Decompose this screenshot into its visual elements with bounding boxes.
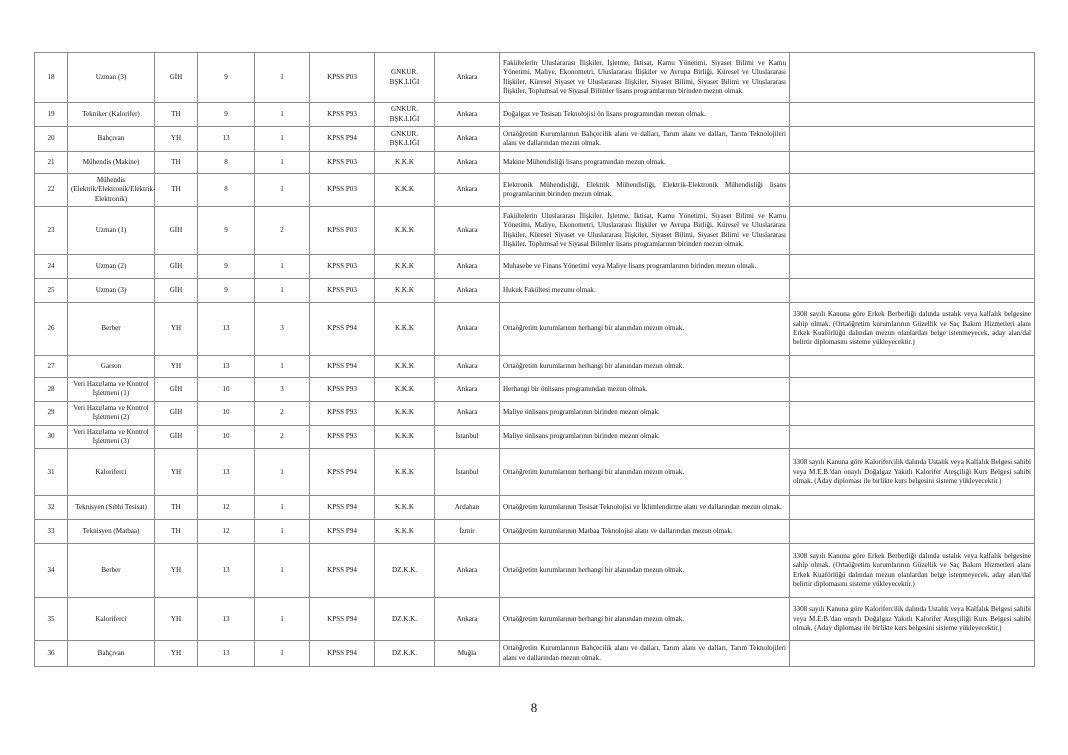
cell-unvan: Mühendis (Elektrik/Elektronik/Elektrik-Elektronik): [68, 174, 155, 207]
cell-sinif: GİH: [155, 378, 198, 402]
cell-il: Ankara: [435, 127, 500, 152]
cell-ogrenim-durumu: Ortaöğretim kurumlarının herhangi bir alanından mezun olmak.: [500, 449, 790, 496]
cell-il: Ankara: [435, 279, 500, 303]
cell-aciklama: [790, 401, 1035, 425]
cell-sira-no: 18: [35, 53, 68, 103]
cell-aciklama: [790, 641, 1035, 667]
cell-kurum: [375, 152, 435, 174]
institution-line: BŞK.LIĞI: [389, 77, 420, 86]
cell-aciklama: [790, 378, 1035, 402]
cell-kpss-puan-turu: KPSS P94: [310, 303, 375, 356]
cell-unvan: Uzman (3): [68, 279, 155, 303]
cell-sinif: TH: [155, 174, 198, 207]
cell-sinif: GİH: [155, 401, 198, 425]
table-row: [35, 449, 1035, 496]
cell-derece: 9: [198, 207, 255, 255]
cell-ogrenim-durumu: Ortaöğretim Kurumlarının Bahçecilik alanı ve dalları, Tarım alanı ve dalları, Tarım Teknolojileri alanı ve dallarından mezun olmak.: [500, 641, 790, 667]
cell-aciklama: [790, 356, 1035, 378]
cell-kurum: [375, 53, 435, 103]
cell-derece: 13: [198, 598, 255, 641]
institution-line: BŞK.LIĞI: [389, 114, 420, 123]
cell-kpss-puan-turu: KPSS P93: [310, 425, 375, 449]
cell-kurum: [375, 103, 435, 127]
cell-adet: 1: [255, 496, 310, 520]
cell-derece: 13: [198, 127, 255, 152]
cell-aciklama: 3308 sayılı Kanuna göre Erkek Berberliği dalında ustalık veya kalfalık belgesine sahip olmak. (Ortaöğretim kurumlarının Güzellik ve Saç Bakım Hizmetleri alanı Erkek Kuaförlüğü dalından mezun olanlardan belge istenmeyecek, aday alan/dal belirtir diplomasını sisteme yükleyecektir.): [790, 544, 1035, 598]
cell-il: Ankara: [435, 401, 500, 425]
cell-kurum: [375, 356, 435, 378]
cell-derece: 9: [198, 255, 255, 279]
cell-kpss-puan-turu: KPSS P94: [310, 496, 375, 520]
table-row: [35, 378, 1035, 402]
cell-sira-no: 27: [35, 356, 68, 378]
cell-aciklama: [790, 425, 1035, 449]
cell-il: Ardahan: [435, 496, 500, 520]
cell-ogrenim-durumu: Maliye önlisans programlarının birinden mezun olmak.: [500, 425, 790, 449]
cell-kurum: [375, 303, 435, 356]
cell-ogrenim-durumu: Muhasebe ve Finans Yönetimi veya Maliye lisans programlarının birinden mezun olmak.: [500, 255, 790, 279]
cell-derece: 10: [198, 378, 255, 402]
table-row: [35, 152, 1035, 174]
table-row: [35, 103, 1035, 127]
cell-unvan: Tekniker (Kalorifer): [68, 103, 155, 127]
cell-kpss-puan-turu: KPSS P93: [310, 401, 375, 425]
cell-derece: 12: [198, 520, 255, 544]
table-row: [35, 207, 1035, 255]
cell-aciklama: [790, 496, 1035, 520]
cell-kpss-puan-turu: KPSS P03: [310, 279, 375, 303]
institution-line: DZ.K.K.: [391, 649, 418, 658]
cell-il: Ankara: [435, 207, 500, 255]
cell-unvan: Uzman (3): [68, 53, 155, 103]
cell-unvan: Bahçıvan: [68, 641, 155, 667]
cell-adet: 1: [255, 174, 310, 207]
cell-kpss-puan-turu: KPSS P94: [310, 356, 375, 378]
cell-il: Ankara: [435, 544, 500, 598]
cell-derece: 9: [198, 279, 255, 303]
cell-sira-no: 23: [35, 207, 68, 255]
cell-aciklama: [790, 127, 1035, 152]
cell-ogrenim-durumu: Hukuk Fakültesi mezunu olmak.: [500, 279, 790, 303]
cell-sira-no: 20: [35, 127, 68, 152]
cell-kurum: [375, 279, 435, 303]
cell-il: Ankara: [435, 598, 500, 641]
institution-line: GNKUR.: [391, 68, 418, 77]
cell-derece: 9: [198, 53, 255, 103]
cell-il: Ankara: [435, 356, 500, 378]
cell-sinif: YH: [155, 356, 198, 378]
institution-line: K.K.K: [395, 527, 414, 536]
institution-line: K.K.K: [395, 225, 414, 234]
table-row: [35, 425, 1035, 449]
table-row: [35, 598, 1035, 641]
cell-il: Ankara: [435, 303, 500, 356]
institution-line: K.K.K: [395, 432, 414, 441]
cell-kpss-puan-turu: KPSS P03: [310, 174, 375, 207]
cell-sira-no: 34: [35, 544, 68, 598]
page-number: 8: [530, 700, 538, 715]
cell-unvan: Bahçıvan: [68, 127, 155, 152]
cell-sinif: TH: [155, 496, 198, 520]
table-row: [35, 544, 1035, 598]
cell-aciklama: [790, 103, 1035, 127]
cell-sinif: YH: [155, 641, 198, 667]
cell-il: Ankara: [435, 103, 500, 127]
cell-kurum: [375, 520, 435, 544]
cell-adet: 1: [255, 255, 310, 279]
cell-kpss-puan-turu: KPSS P93: [310, 378, 375, 402]
cell-derece: 13: [198, 449, 255, 496]
cell-il: Muğla: [435, 641, 500, 667]
cell-kpss-puan-turu: KPSS P03: [310, 207, 375, 255]
cell-adet: 2: [255, 401, 310, 425]
cell-kurum: [375, 401, 435, 425]
cell-unvan: Veri Hazırlama ve Kontrol İşletmeni (3): [68, 425, 155, 449]
cell-sinif: GİH: [155, 425, 198, 449]
cell-kurum: [375, 207, 435, 255]
cell-adet: 2: [255, 207, 310, 255]
cell-adet: 1: [255, 152, 310, 174]
recruitment-listing-body: [35, 53, 1035, 667]
cell-kurum: [375, 127, 435, 152]
cell-derece: 10: [198, 401, 255, 425]
table-row: [35, 303, 1035, 356]
institution-line: K.K.K: [395, 384, 414, 393]
cell-derece: 8: [198, 174, 255, 207]
cell-sira-no: 33: [35, 520, 68, 544]
cell-kpss-puan-turu: KPSS P03: [310, 53, 375, 103]
cell-derece: 8: [198, 152, 255, 174]
cell-sinif: YH: [155, 544, 198, 598]
cell-derece: 10: [198, 425, 255, 449]
cell-ogrenim-durumu: Elektronik Mühendisliği, Elektrik Mühendisliği, Elektrik-Elektronik Mühendisliği lisans programlarının birinden mezun olmak.: [500, 174, 790, 207]
cell-aciklama: [790, 520, 1035, 544]
cell-sira-no: 35: [35, 598, 68, 641]
cell-adet: 2: [255, 425, 310, 449]
cell-kurum: [375, 449, 435, 496]
cell-il: Ankara: [435, 255, 500, 279]
cell-kpss-puan-turu: KPSS P93: [310, 103, 375, 127]
cell-kpss-puan-turu: KPSS P94: [310, 520, 375, 544]
institution-line: K.K.K: [395, 261, 414, 270]
table-row: [35, 53, 1035, 103]
cell-unvan: Berber: [68, 544, 155, 598]
table-row: [35, 496, 1035, 520]
recruitment-listing-table: [34, 52, 1035, 667]
institution-line: BŞK.LIĞI: [389, 139, 420, 147]
institution-line: K.K.K: [395, 157, 414, 166]
institution-line: K.K.K: [395, 503, 414, 512]
cell-ogrenim-durumu: Herhangi bir önlisans programından mezun olmak.: [500, 378, 790, 402]
cell-sira-no: 22: [35, 174, 68, 207]
cell-il: İstanbul: [435, 449, 500, 496]
cell-adet: 1: [255, 449, 310, 496]
cell-il: İstanbul: [435, 425, 500, 449]
cell-adet: 1: [255, 598, 310, 641]
cell-ogrenim-durumu: Fakültelerin Uluslararası İlişkiler, İşletme, İktisat, Kamu Yönetimi, Siyaset Bilimi ve Kamu Yönetimi, Maliye, Ekonometri, Uluslararası İlişkiler ve Avrupa Birliği, Küresel ve Uluslararası İlişkiler, Küresel Siyaset ve Uluslararası İlişkiler, Siyaset Bilimi, Siyaset Bilimi ve Uluslararası İlişkiler, Toplumsal ve Siyasal Bilimler lisans programlarının birinden mezun olmak.: [500, 53, 790, 103]
institution-line: K.K.K: [395, 285, 414, 294]
cell-sira-no: 32: [35, 496, 68, 520]
cell-derece: 13: [198, 356, 255, 378]
cell-adet: 1: [255, 356, 310, 378]
cell-sira-no: 25: [35, 279, 68, 303]
cell-adet: 1: [255, 103, 310, 127]
cell-kurum: [375, 544, 435, 598]
cell-sira-no: 31: [35, 449, 68, 496]
cell-unvan: Garson: [68, 356, 155, 378]
cell-kurum: [375, 496, 435, 520]
cell-sira-no: 19: [35, 103, 68, 127]
cell-ogrenim-durumu: Makine Mühendisliği lisans programından mezun olmak.: [500, 152, 790, 174]
cell-ogrenim-durumu: Ortaöğretim kurumlarının herhangi bir alanından mezun olmak.: [500, 598, 790, 641]
cell-adet: 1: [255, 127, 310, 152]
cell-adet: 3: [255, 303, 310, 356]
cell-adet: 1: [255, 641, 310, 667]
cell-sinif: GİH: [155, 207, 198, 255]
cell-unvan: Veri Hazırlama ve Kontrol İşletmeni (1): [68, 378, 155, 402]
cell-sira-no: 21: [35, 152, 68, 174]
cell-derece: 13: [198, 303, 255, 356]
cell-adet: 1: [255, 53, 310, 103]
cell-kurum: [375, 641, 435, 667]
cell-kpss-puan-turu: KPSS P94: [310, 641, 375, 667]
cell-sinif: TH: [155, 152, 198, 174]
cell-unvan: Teknisyen (Matbaa): [68, 520, 155, 544]
table-row: [35, 401, 1035, 425]
cell-unvan: Kaloriferci: [68, 449, 155, 496]
cell-ogrenim-durumu: Ortaöğretim kurumlarının herhangi bir alanından mezun olmak.: [500, 303, 790, 356]
table-row: [35, 279, 1035, 303]
cell-aciklama: [790, 207, 1035, 255]
cell-il: İzmir: [435, 520, 500, 544]
cell-sira-no: 29: [35, 401, 68, 425]
cell-unvan: Veri Hazırlama ve Kontrol İşletmeni (2): [68, 401, 155, 425]
cell-kpss-puan-turu: KPSS P94: [310, 544, 375, 598]
cell-unvan: Uzman (2): [68, 255, 155, 279]
cell-kpss-puan-turu: KPSS P03: [310, 255, 375, 279]
table-row: [35, 520, 1035, 544]
cell-kurum: [375, 425, 435, 449]
cell-ogrenim-durumu: Maliye önlisans programlarının birinden mezun olmak.: [500, 401, 790, 425]
institution-line: K.K.K: [395, 408, 414, 417]
cell-sinif: YH: [155, 303, 198, 356]
cell-aciklama: [790, 255, 1035, 279]
cell-sira-no: 30: [35, 425, 68, 449]
cell-sira-no: 28: [35, 378, 68, 402]
cell-adet: 1: [255, 520, 310, 544]
cell-sinif: YH: [155, 598, 198, 641]
table-row: [35, 174, 1035, 207]
cell-ogrenim-durumu: Ortaöğretim kurumlarının herhangi bir alanından mezun olmak.: [500, 356, 790, 378]
cell-adet: 1: [255, 279, 310, 303]
cell-aciklama: [790, 53, 1035, 103]
cell-derece: 12: [198, 496, 255, 520]
cell-unvan: Mühendis (Makine): [68, 152, 155, 174]
table-row: [35, 356, 1035, 378]
cell-ogrenim-durumu: Ortaöğretim Kurumlarının Bahçecilik alanı ve dalları, Tarım alanı ve dalları, Tarım Teknolojileri alanı ve dallarından mezun olmak.: [500, 127, 790, 152]
cell-sinif: TH: [155, 520, 198, 544]
cell-aciklama: 3308 sayılı Kanuna göre Kalorifercilik dalında Ustalık veya Kalfalık Belgesi sahibi veya M.E.B.'dan onaylı Doğalgaz Yakıtlı Kalorifer Ateşçiliği Kurs Belgesi sahibi olmak. (Aday diploması ile birlikte kurs belgesini sisteme yükleyecektir.): [790, 449, 1035, 496]
cell-derece: 13: [198, 544, 255, 598]
institution-line: GNKUR.: [391, 105, 418, 114]
institution-line: DZ.K.K.: [391, 566, 418, 575]
institution-line: K.K.K: [395, 467, 414, 476]
cell-ogrenim-durumu: Ortaöğretim kurumlarının Matbaa Teknolojisi alanı ve dallarından mezun olmak.: [500, 520, 790, 544]
cell-kpss-puan-turu: KPSS P94: [310, 449, 375, 496]
cell-sinif: GİH: [155, 255, 198, 279]
cell-kpss-puan-turu: KPSS P94: [310, 598, 375, 641]
cell-unvan: Berber: [68, 303, 155, 356]
cell-ogrenim-durumu: Fakültelerin Uluslararası İlişkiler, İşletme, İktisat, Kamu Yönetimi, Siyaset Bilimi ve Kamu Yönetimi, Maliye, Ekonometri, Uluslararası İlişkiler ve Avrupa Birliği, Küresel ve Uluslararası İlişkiler, Küresel Siyaset ve Uluslararası İlişkiler, Siyaset Bilimi, Siyaset Bilimi ve Uluslararası İlişkiler, Toplumsal ve Siyasal Bilimler lisans programlarının birinden mezun olmak.: [500, 207, 790, 255]
cell-ogrenim-durumu: Ortaöğretim kurumlarının Tesisat Teknolojisi ve İklimlendirme alanı ve dallarından mezun olmak.: [500, 496, 790, 520]
cell-kpss-puan-turu: KPSS P94: [310, 127, 375, 152]
cell-kurum: [375, 255, 435, 279]
recruitment-listing-table-wrapper: [34, 52, 1034, 667]
cell-derece: 13: [198, 641, 255, 667]
cell-sinif: YH: [155, 449, 198, 496]
table-row: [35, 255, 1035, 279]
institution-line: K.K.K: [395, 324, 414, 333]
table-row: [35, 127, 1035, 152]
cell-adet: 3: [255, 378, 310, 402]
institution-line: K.K.K: [395, 185, 414, 194]
cell-sinif: YH: [155, 127, 198, 152]
cell-sinif: GİH: [155, 279, 198, 303]
cell-aciklama: [790, 174, 1035, 207]
institution-line: DZ.K.K.: [391, 614, 418, 623]
cell-sinif: GİH: [155, 53, 198, 103]
cell-aciklama: [790, 152, 1035, 174]
cell-ogrenim-durumu: Doğalgaz ve Tesisatı Teknolojisi ön lisans programından mezun olmak.: [500, 103, 790, 127]
cell-il: Ankara: [435, 174, 500, 207]
cell-il: Ankara: [435, 378, 500, 402]
cell-kpss-puan-turu: KPSS P03: [310, 152, 375, 174]
institution-line: GNKUR.: [391, 129, 418, 138]
cell-sira-no: 24: [35, 255, 68, 279]
cell-aciklama: 3308 sayılı Kanuna göre Kalorifercilik dalında Ustalık veya Kalfalık Belgesi sahibi veya M.E.B.'dan onaylı Doğalgaz Yakıtlı Kalorifer Ateşçiliği Kurs Belgesi sahibi olmak. (Aday diploması ile birlikte kurs belgesini sisteme yükleyecektir.): [790, 598, 1035, 641]
cell-adet: 1: [255, 544, 310, 598]
institution-line: K.K.K: [395, 361, 414, 370]
cell-sira-no: 36: [35, 641, 68, 667]
cell-sinif: TH: [155, 103, 198, 127]
cell-unvan: Uzman (1): [68, 207, 155, 255]
cell-unvan: Teknisyen (Sıhhi Tesisat): [68, 496, 155, 520]
table-row: [35, 641, 1035, 667]
cell-kurum: [375, 378, 435, 402]
cell-sira-no: 26: [35, 303, 68, 356]
cell-kurum: [375, 174, 435, 207]
cell-derece: 9: [198, 103, 255, 127]
cell-aciklama: [790, 279, 1035, 303]
cell-unvan: Kaloriferci: [68, 598, 155, 641]
cell-il: Ankara: [435, 152, 500, 174]
cell-il: Ankara: [435, 53, 500, 103]
cell-aciklama: 3308 sayılı Kanuna göre Erkek Berberliği dalında ustalık veya kalfalık belgesine sahip olmak. (Ortaöğretim kurumlarının Güzellik ve Saç Bakım Hizmetleri alanı Erkek Kuaförlüğü dalından mezun olanlardan belge istenmeyecek, aday alan/dal belirtir diplomasını sisteme yükleyecektir.): [790, 303, 1035, 356]
cell-kurum: [375, 598, 435, 641]
cell-ogrenim-durumu: Ortaöğretim kurumlarının herhangi bir alanından mezun olmak.: [500, 544, 790, 598]
